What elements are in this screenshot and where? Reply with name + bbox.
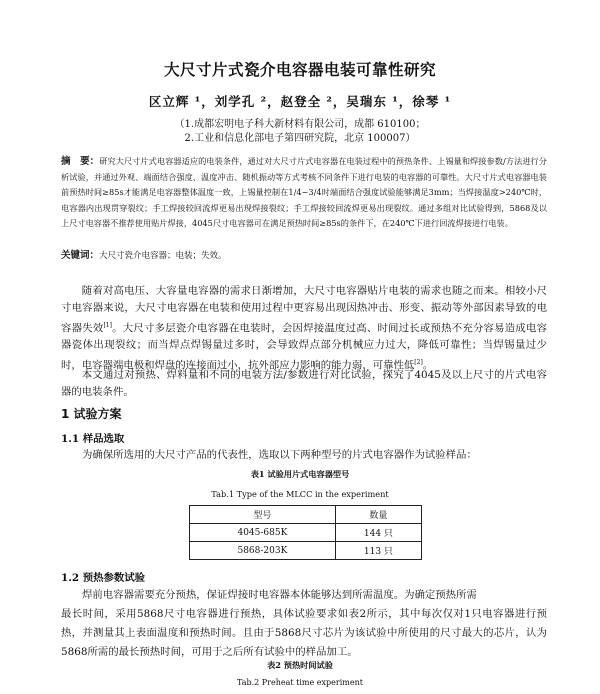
affiliation-2: 2.工业和信息化部电子第四研究院，北京 100007） <box>184 133 416 144</box>
table-row <box>190 542 422 560</box>
table-cell: 5868-203K <box>190 542 336 560</box>
intro-text-b: 。大尺寸多层瓷介电容器在电装时，会因焊接温度过高、时间过长或预热不充分容易造成电容器瓷体出现裂纹；而当焊点焊锡量过多时，会导致焊点部分机械应力过大，降低可靠性；当焊锡量过少时，电容器端电极和焊盘的连接面过小，抗外部应力影响的能力弱，可靠性低 <box>61 322 548 372</box>
affiliation-1: （1.成都宏明电子科大新材料有限公司，成都 610100； <box>174 119 426 130</box>
abstract <box>61 154 547 232</box>
keywords-label: 关键词： <box>61 250 100 261</box>
table-cell: 113 只 <box>335 542 421 560</box>
paper-title: 大尺寸片式瓷介电容器电装可靠性研究 <box>163 61 436 79</box>
section-heading-1-2: 1.2 预热参数试验 <box>61 572 146 584</box>
reference-1: [1] <box>103 322 112 329</box>
table2-caption-cn: 表2 预热时间试验 <box>267 660 333 670</box>
table1-caption-en: Tab.1 Type of the MLCC in the experiment <box>211 489 389 499</box>
intro-paragraph-1 <box>61 283 547 375</box>
author-list: 区立辉 ¹，刘学孔 ²，赵登全 ²，吴瑞东 ¹，徐琴 ¹ <box>148 94 452 109</box>
table-header-cell: 数量 <box>335 506 421 524</box>
abstract-text: 研究大尺寸片式电容器适应的电装条件，通过对大尺寸片式电容器在电装过程中的预热条件、上锡量和焊接参数/方法进行分析试验，并通过外观、端面结合强度、温度冲击、随机振动等方式考核不同条件下进行电装的电容器的可靠性。大尺寸片式电容器电装前预热时间≥85s才能满足电容器整体温度一致，上锡量控制在1/4~3/4时端面结合强度试验能够满足3mm；当焊接温度>240℃时，电容器内出现贯穿裂纹；手工焊接较回流焊更易出现焊接裂纹；手工焊接较回流焊更易出现裂纹。通过多组对比试验得到，5868及以上尺寸电容器不推荐使用贴片焊接，4045尺寸电容器可在满足预热时间≥85s的条件下，在240℃下进行回流焊接进行电装。 <box>61 156 547 228</box>
table-header-cell: 型号 <box>190 506 336 524</box>
preheat-text-b: 最长时间，采用5868尺寸电容器进行预热，具体试验要求如表2所示，其中每次仅对1只电容器进行预热，并测量其上表面温度和预热时间。且由于5868尺寸芯片为该试验中所使用的尺寸最大的芯片，认为5868所需的最长预热时间，可用于之后所有试验中的样品加工。 <box>61 608 547 658</box>
table-header-row <box>190 506 422 524</box>
preheat-text-a: 焊前电容器需要充分预热，保证焊接时电容器本体能够达到所需温度。为确定预热所需 <box>82 589 477 601</box>
table-cell: 144 只 <box>335 524 421 542</box>
table-cell: 4045-685K <box>190 524 336 542</box>
table-row <box>190 524 422 542</box>
keywords <box>61 247 547 261</box>
intro-text-c: 。 <box>422 359 434 372</box>
section-heading-1-1: 1.1 样品选取 <box>61 433 125 445</box>
table1-caption-cn: 表1 试验用片式电容器型号 <box>250 469 350 479</box>
preheat-paragraph <box>61 586 547 662</box>
intro-paragraph-2: 本文通过对预热、焊料量和不同的电装方法/参数进行对比试验，探究了4045及以上尺寸的片式电容器的电装条件。 <box>61 369 547 398</box>
keywords-text: 大尺寸瓷介电容器；电装；失效。 <box>99 251 227 261</box>
sample-selection-text: 为确保所选用的大尺寸产品的代表性，选取以下两种型号的片式电容器作为试验样品： <box>82 449 477 461</box>
intro-text-a: 随着对高电压、大容量电容器的需求日渐增加，大尺寸电容器贴片电装的需求也随之而来。相较小尺寸电容器来说，大尺寸电容器在电装和使用过程中更容易出现因热冲击、形变、振动等外部因素导致的电容器失效 <box>61 285 547 335</box>
section-heading-1: 1 试验方案 <box>61 407 122 421</box>
reference-2: [2] <box>414 359 423 367</box>
table-1 <box>189 505 422 560</box>
table2-caption-en: Tab.2 Preheat time experiment <box>237 678 363 687</box>
abstract-label: 摘 要： <box>61 156 100 167</box>
